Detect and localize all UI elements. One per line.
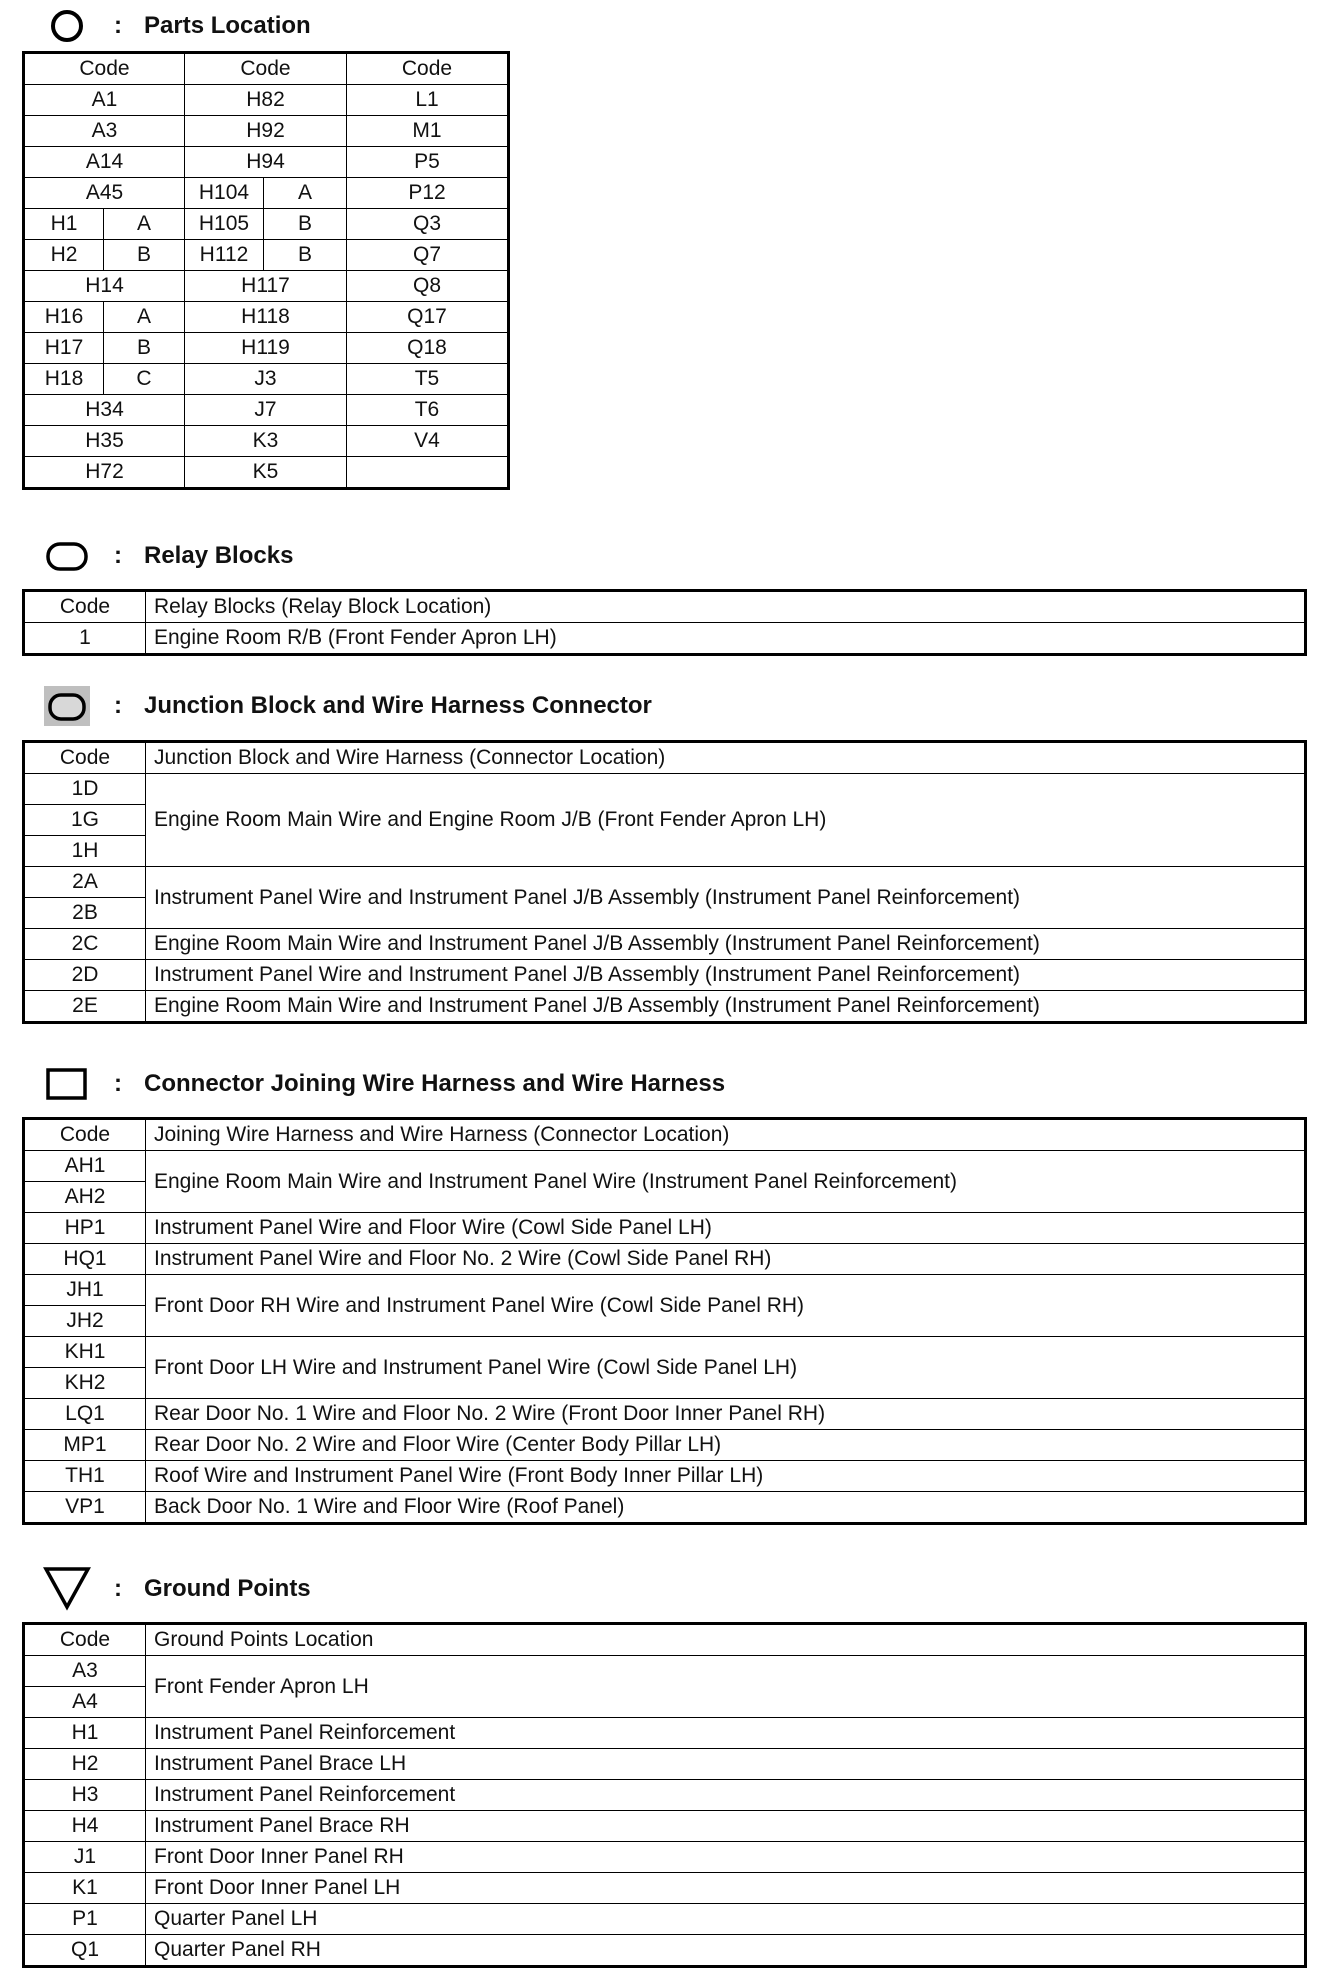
rounded-rectangle-symbol-icon (42, 536, 92, 576)
code-value: H18 (25, 364, 104, 394)
table-row (24, 1244, 1306, 1275)
code-cell: K1 (24, 1873, 146, 1904)
header-desc-cell: Joining Wire Harness and Wire Harness (Connector Location) (146, 1119, 1306, 1151)
shaded-ellipse-symbol-icon (42, 686, 92, 726)
location-cell: Instrument Panel Wire and Instrument Panel J/B Assembly (Instrument Panel Reinforcement) (146, 867, 1306, 929)
table-row (24, 85, 509, 116)
location-cell: Back Door No. 1 Wire and Floor Wire (Roof Panel) (146, 1492, 1306, 1524)
code-cell: 2D (24, 960, 146, 991)
table-row (24, 1811, 1306, 1842)
code-cell: 1G (24, 805, 146, 836)
code-cell: Q3 (347, 209, 509, 240)
table-row (24, 1904, 1306, 1935)
code-cell (24, 209, 185, 240)
code-cell: H3 (24, 1780, 146, 1811)
section-title: Connector Joining Wire Harness and Wire Harness (144, 1070, 726, 1097)
split-code (25, 333, 184, 363)
code-cell: LQ1 (24, 1399, 146, 1430)
code-cell: AH1 (24, 1151, 146, 1182)
header-desc-cell: Relay Blocks (Relay Block Location) (146, 591, 1306, 623)
code-variant: A (136, 212, 151, 235)
circle-symbol-icon (42, 6, 92, 46)
code-cell: JH2 (24, 1306, 146, 1337)
code-cell: J1 (24, 1842, 146, 1873)
code-cell: H82 (185, 85, 347, 116)
location-cell: Front Door Inner Panel RH (146, 1842, 1306, 1873)
location-cell: Instrument Panel Wire and Floor No. 2 Wire (Cowl Side Panel RH) (146, 1244, 1306, 1275)
header-cell: Code (347, 53, 509, 85)
location-cell: Front Door Inner Panel LH (146, 1873, 1306, 1904)
code-cell: P1 (24, 1904, 146, 1935)
code-cell: H4 (24, 1811, 146, 1842)
section-title: Relay Blocks (144, 542, 294, 569)
header-row (24, 591, 1306, 623)
code-variant: B (297, 243, 312, 266)
code-cell: 1D (24, 774, 146, 805)
table-row (24, 1780, 1306, 1811)
table-row (24, 395, 509, 426)
location-cell: Front Fender Apron LH (146, 1656, 1306, 1718)
location-cell: Engine Room Main Wire and Engine Room J/B (Front Fender Apron LH) (146, 774, 1306, 867)
code-cell: MP1 (24, 1430, 146, 1461)
code-cell: H117 (185, 271, 347, 302)
code-cell: H92 (185, 116, 347, 147)
code-cell (24, 240, 185, 271)
code-cell: H94 (185, 147, 347, 178)
code-cell: 1H (24, 836, 146, 867)
location-cell: Engine Room Main Wire and Instrument Panel J/B Assembly (Instrument Panel Reinforcement) (146, 929, 1306, 960)
heading-colon: : (114, 692, 122, 719)
table-row (24, 364, 509, 395)
code-cell: A3 (24, 1656, 146, 1687)
section-title: Ground Points (144, 1575, 311, 1602)
location-cell: Instrument Panel Brace RH (146, 1811, 1306, 1842)
table-row (24, 867, 1306, 898)
code-cell: AH2 (24, 1182, 146, 1213)
header-row (24, 1119, 1306, 1151)
table-row (24, 457, 509, 489)
code-cell: Q1 (24, 1935, 146, 1967)
code-cell (185, 178, 347, 209)
location-cell: Roof Wire and Instrument Panel Wire (Front Body Inner Pillar LH) (146, 1461, 1306, 1492)
header-code-cell: Code (24, 591, 146, 623)
table-row (24, 929, 1306, 960)
code-cell: V4 (347, 426, 509, 457)
code-cell (24, 364, 185, 395)
code-cell: 2A (24, 867, 146, 898)
relay-blocks-heading (42, 536, 293, 576)
table-row (24, 302, 509, 333)
location-cell: Quarter Panel LH (146, 1904, 1306, 1935)
code-value: H2 (25, 240, 104, 270)
code-cell: A4 (24, 1687, 146, 1718)
code-cell: 1 (24, 623, 146, 655)
code-variant: B (136, 243, 151, 266)
code-cell: 2C (24, 929, 146, 960)
code-cell: H118 (185, 302, 347, 333)
split-code (185, 209, 346, 239)
relay-blocks-table (22, 589, 1307, 656)
table-row (24, 426, 509, 457)
location-cell: Engine Room Main Wire and Instrument Panel Wire (Instrument Panel Reinforcement) (146, 1151, 1306, 1213)
split-code (185, 178, 346, 208)
code-cell: K3 (185, 426, 347, 457)
code-cell: K5 (185, 457, 347, 489)
header-desc-cell: Ground Points Location (146, 1624, 1306, 1656)
table-row (24, 1275, 1306, 1306)
location-cell: Instrument Panel Reinforcement (146, 1718, 1306, 1749)
table-row (24, 1935, 1306, 1967)
code-cell: Q7 (347, 240, 509, 271)
table-row (24, 623, 1306, 655)
table-row (24, 1718, 1306, 1749)
header-cell: Code (185, 53, 347, 85)
table-row (24, 1749, 1306, 1780)
code-cell: J3 (185, 364, 347, 395)
parts-location-heading (42, 6, 311, 46)
location-cell: Engine Room Main Wire and Instrument Panel J/B Assembly (Instrument Panel Reinforcement) (146, 991, 1306, 1023)
table-row (24, 991, 1306, 1023)
location-cell: Instrument Panel Brace LH (146, 1749, 1306, 1780)
table-row (24, 1656, 1306, 1687)
section-title: Parts Location (144, 12, 311, 39)
code-cell: P5 (347, 147, 509, 178)
code-cell (185, 240, 347, 271)
split-code (25, 302, 184, 332)
table-row (24, 1461, 1306, 1492)
table-row (24, 209, 509, 240)
code-cell: H35 (24, 426, 185, 457)
square-symbol-icon (42, 1064, 92, 1104)
code-cell: T6 (347, 395, 509, 426)
code-cell: A45 (24, 178, 185, 209)
code-variant: C (136, 367, 152, 390)
code-cell (185, 209, 347, 240)
location-cell: Instrument Panel Wire and Instrument Panel J/B Assembly (Instrument Panel Reinforcement) (146, 960, 1306, 991)
code-cell: 2B (24, 898, 146, 929)
heading-colon: : (114, 1575, 122, 1602)
code-cell: M1 (347, 116, 509, 147)
code-cell: J7 (185, 395, 347, 426)
connector-joining-heading (42, 1064, 725, 1104)
code-cell (347, 457, 509, 489)
code-cell: T5 (347, 364, 509, 395)
code-value: H1 (25, 209, 104, 239)
table-row (24, 960, 1306, 991)
code-cell: 2E (24, 991, 146, 1023)
code-variant: B (297, 212, 312, 235)
location-cell: Instrument Panel Wire and Floor Wire (Cowl Side Panel LH) (146, 1213, 1306, 1244)
table-row (24, 1213, 1306, 1244)
connector-joining-table (22, 1117, 1307, 1525)
code-cell: H72 (24, 457, 185, 489)
header-row (24, 53, 509, 85)
table-row (24, 178, 509, 209)
section-title: Junction Block and Wire Harness Connector (144, 692, 652, 719)
code-cell: KH1 (24, 1337, 146, 1368)
heading-colon: : (114, 542, 122, 569)
table-row (24, 147, 509, 178)
code-cell: P12 (347, 178, 509, 209)
code-cell (24, 302, 185, 333)
ground-points-heading (42, 1569, 311, 1609)
split-code (185, 240, 346, 270)
split-code (25, 240, 184, 270)
code-variant: A (297, 181, 312, 204)
header-code-cell: Code (24, 742, 146, 774)
header-desc-cell: Junction Block and Wire Harness (Connector Location) (146, 742, 1306, 774)
location-cell: Instrument Panel Reinforcement (146, 1780, 1306, 1811)
code-cell: HQ1 (24, 1244, 146, 1275)
header-row (24, 742, 1306, 774)
split-code (25, 209, 184, 239)
code-cell: A1 (24, 85, 185, 116)
code-cell: Q18 (347, 333, 509, 364)
code-cell: A3 (24, 116, 185, 147)
code-cell: H34 (24, 395, 185, 426)
table-row (24, 333, 509, 364)
split-code (25, 364, 184, 394)
code-cell: JH1 (24, 1275, 146, 1306)
table-row (24, 1842, 1306, 1873)
table-row (24, 774, 1306, 805)
code-cell: Q8 (347, 271, 509, 302)
header-row (24, 1624, 1306, 1656)
code-cell: H2 (24, 1749, 146, 1780)
code-value: H17 (25, 333, 104, 363)
location-cell: Rear Door No. 1 Wire and Floor No. 2 Wire (Front Door Inner Panel RH) (146, 1399, 1306, 1430)
heading-colon: : (114, 12, 122, 39)
code-value: H105 (185, 209, 264, 239)
location-cell: Front Door RH Wire and Instrument Panel Wire (Cowl Side Panel RH) (146, 1275, 1306, 1337)
code-cell: VP1 (24, 1492, 146, 1524)
code-variant: A (136, 305, 151, 328)
table-row (24, 1873, 1306, 1904)
table-row (24, 1151, 1306, 1182)
header-code-cell: Code (24, 1624, 146, 1656)
parts-location-table (22, 51, 510, 490)
table-row (24, 1337, 1306, 1368)
code-cell: Q17 (347, 302, 509, 333)
location-cell: Engine Room R/B (Front Fender Apron LH) (146, 623, 1306, 655)
table-row (24, 1430, 1306, 1461)
heading-colon: : (114, 1070, 122, 1097)
table-row (24, 240, 509, 271)
header-code-cell: Code (24, 1119, 146, 1151)
code-cell: H119 (185, 333, 347, 364)
code-cell: TH1 (24, 1461, 146, 1492)
location-cell: Rear Door No. 2 Wire and Floor Wire (Center Body Pillar LH) (146, 1430, 1306, 1461)
code-cell: H1 (24, 1718, 146, 1749)
code-cell: L1 (347, 85, 509, 116)
code-cell (24, 333, 185, 364)
code-value: H16 (25, 302, 104, 332)
ground-points-table (22, 1622, 1307, 1968)
code-value: H104 (185, 178, 264, 208)
code-cell: A14 (24, 147, 185, 178)
table-row (24, 271, 509, 302)
code-value: H112 (185, 240, 264, 270)
code-cell: H14 (24, 271, 185, 302)
junction-block-table (22, 740, 1307, 1024)
header-cell: Code (24, 53, 185, 85)
junction-block-heading (42, 686, 652, 726)
code-variant: B (136, 336, 151, 359)
code-cell: HP1 (24, 1213, 146, 1244)
location-cell: Front Door LH Wire and Instrument Panel Wire (Cowl Side Panel LH) (146, 1337, 1306, 1399)
table-row (24, 1492, 1306, 1524)
table-row (24, 1399, 1306, 1430)
code-cell: KH2 (24, 1368, 146, 1399)
location-cell: Quarter Panel RH (146, 1935, 1306, 1967)
triangle-symbol-icon (42, 1569, 92, 1609)
table-row (24, 116, 509, 147)
